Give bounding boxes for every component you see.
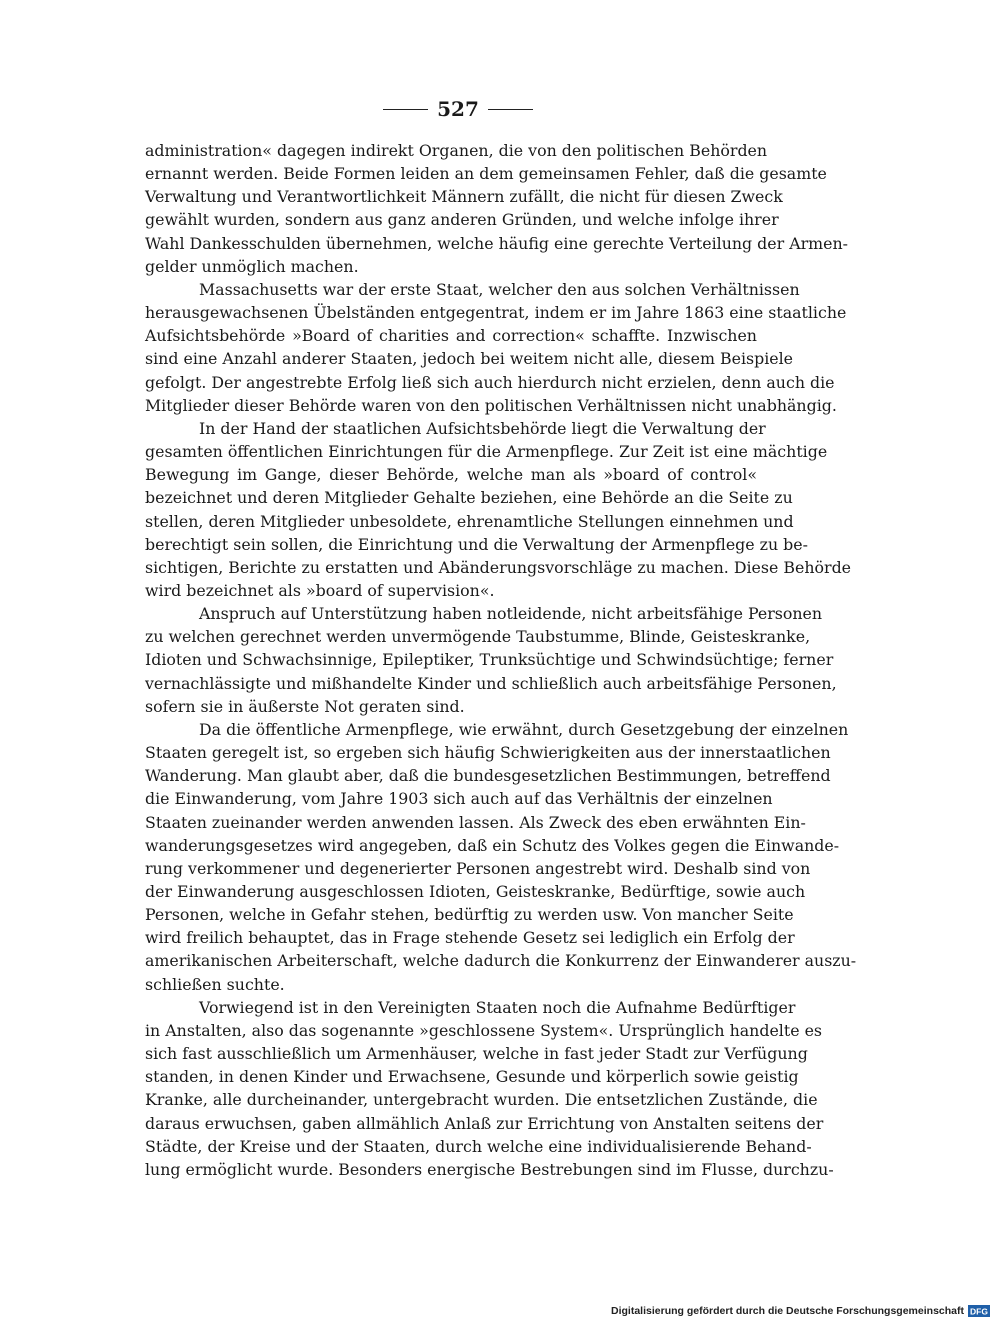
text-line: Verwaltung und Verantwortlichkeit Männern zufällt, die nicht für diesen Zweck [145,187,783,207]
text-line: Kranke, alle durcheinander, untergebracht wurden. Die entsetzlichen Zustände, die [145,1090,818,1110]
text-line: sichtigen, Berichte zu erstatten und Abänderungsvorschläge zu machen. Diese Behörde [145,557,852,577]
page-number: 527 [437,97,479,121]
text-line: Wahl Dankesschulden übernehmen, welche häufig eine gerechte Verteilung der Armen- [145,233,849,253]
text-line: Städte, der Kreise und der Staaten, durch welche eine individualisierende Behand- [145,1136,812,1156]
body-text [145,139,857,1181]
text-line: der Einwanderung ausgeschlossen Idioten, Geisteskranke, Bedürftige, sowie auch [145,882,806,901]
text-line: ernannt werden. Beide Formen leiden an dem gemeinsamen Fehler, daß die gesamte [145,164,827,184]
text-line: sofern sie in äußerste Not geraten sind. [145,696,465,716]
text-line: amerikanischen Arbeiterschaft, welche dadurch die Konkurrenz der Einwanderer auszu- [145,951,857,971]
text-line: in Anstalten, also das sogenannte »geschlossene System«. Ursprünglich handelte es [145,1020,823,1040]
text-line: Massachusetts war der erste Staat, welcher den aus solchen Verhältnissen [199,279,800,299]
text-line: herausgewachsenen Übelständen entgegentrat, indem er im Jahre 1863 eine staatliche [145,303,847,323]
text-line: gelder unmöglich machen. [145,256,359,276]
text-line: Personen, welche in Gefahr stehen, bedürftig zu werden usw. Von mancher Seite [145,905,794,925]
text-line: wird freilich behauptet, das in Frage stehende Gesetz sei lediglich ein Erfolg der [145,928,795,948]
text-line: Aufsichtsbehörde »Board of charities and correction« schaffte. Inzwischen [145,326,757,346]
dfg-logo-text: DFG [970,1306,988,1317]
text-line: wanderungsgesetzes wird angegeben, daß ein Schutz des Volkes gegen die Einwande- [145,835,840,855]
page-header [0,96,1000,126]
text-line: Mitglieder dieser Behörde waren von den politischen Verhältnissen nicht unabhängig. [145,395,837,415]
text-line: standen, in denen Kinder und Erwachsene, Gesunde und körperlich sowie geistig [145,1067,799,1087]
text-line: wird bezeichnet als »board of supervision«. [145,580,495,600]
text-line: die Einwanderung, vom Jahre 1903 sich auch auf das Verhältnis der einzelnen [145,789,773,809]
text-line: In der Hand der staatlichen Aufsichtsbehörde liegt die Verwaltung der [199,418,766,438]
text-line: daraus erwuchsen, gaben allmählich Anlaß zur Errichtung von Anstalten seitens der [145,1113,824,1133]
text-line: sind eine Anzahl anderer Staaten, jedoch bei weitem nicht alle, diesem Beispiele [145,349,794,369]
text-line: lung ermöglicht wurde. Besonders energische Bestrebungen sind im Flusse, durchzu- [145,1159,834,1179]
credit-text: Digitalisierung gefördert durch die Deutsche Forschungsgemeinschaft [611,1305,964,1317]
text-line: bezeichnet und deren Mitglieder Gehalte beziehen, eine Behörde an die Seite zu [145,488,793,508]
text-line: Bewegung im Gange, dieser Behörde, welche man als »board of control« [145,465,757,485]
text-line: sich fast ausschließlich um Armenhäuser, welche in fast jeder Stadt zur Verfügung [145,1044,808,1064]
text-line: Staaten geregelt ist, so ergeben sich häufig Schwierigkeiten aus der innerstaatlichen [145,743,831,763]
header-rule-left [383,109,428,110]
text-line: stellen, deren Mitglieder unbesoldete, ehrenamtliche Stellungen einnehmen und [145,511,794,531]
text-line: zu welchen gerechnet werden unvermögende Taubstumme, Blinde, Geisteskranke, [145,627,811,647]
text-line: vernachlässigte und mißhandelte Kinder und schließlich auch arbeitsfähige Personen, [145,673,837,693]
text-line: gesamten öffentlichen Einrichtungen für die Armenpflege. Zur Zeit ist eine mächtige [145,442,828,462]
text-line: Vorwiegend ist in den Vereinigten Staaten noch die Aufnahme Bedürftiger [199,997,796,1017]
text-line: gewählt wurden, sondern aus ganz anderen Gründen, und welche infolge ihrer [145,210,779,230]
text-line: berechtigt sein sollen, die Einrichtung und die Verwaltung der Armenpflege zu be- [145,534,808,554]
digitization-credit [611,1303,990,1319]
text-line: gefolgt. Der angestrebte Erfolg ließ sich auch hierdurch nicht erzielen, denn auch die [145,372,835,392]
text-line: Anspruch auf Unterstützung haben notleidende, nicht arbeitsfähige Personen [199,604,823,624]
text-line: rung verkommener und degenerierter Personen angestrebt wird. Deshalb sind von [145,858,811,878]
text-line: Da die öffentliche Armenpflege, wie erwähnt, durch Gesetzgebung der einzelnen [199,719,849,739]
text-line: schließen suchte. [145,974,285,994]
dfg-logo-icon [968,1305,990,1317]
text-line: Idioten und Schwachsinnige, Epileptiker, Trunksüchtige und Schwindsüchtige; ferner [145,650,834,670]
text-line: Wanderung. Man glaubt aber, daß die bundesgesetzlichen Bestimmungen, betreffend [145,766,831,786]
text-line: administration« dagegen indirekt Organen, die von den politischen Behörden [145,141,768,160]
text-line: Staaten zueinander werden anwenden lassen. Als Zweck des eben erwähnten Ein- [145,812,806,832]
header-rule-right [488,109,533,110]
